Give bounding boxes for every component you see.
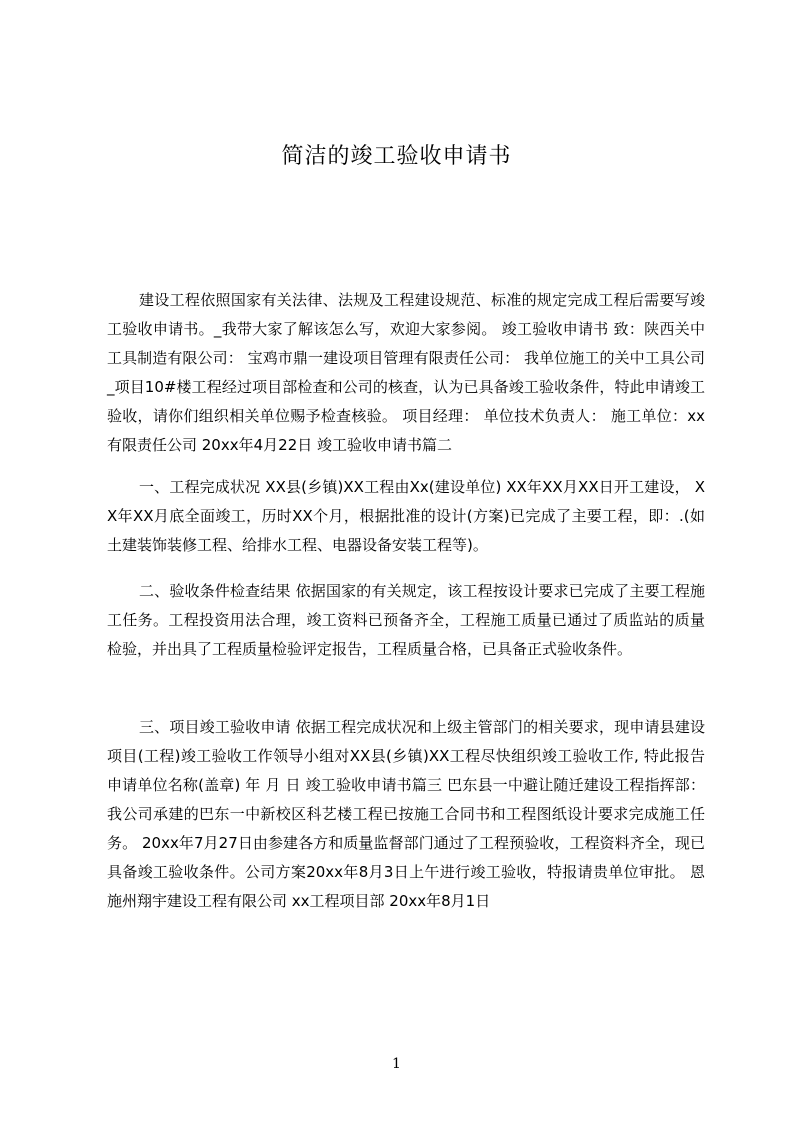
body-paragraph: 一、工程完成状况 XX县(乡镇)XX工程由Xx(建设单位) XX年XX月XX日开工建设， XX年XX月底全面竣工，历时XX个月，根据批准的设计(方案)已完成了主要工程，即：.(如土建装饰装修工程、给排水工程、电器设备安装工程等)。 <box>107 478 705 554</box>
document-title: 简洁的竣工验收申请书 <box>281 144 512 169</box>
page-number: 1 <box>392 1056 401 1072</box>
body-paragraph: 建设工程依照国家有关法律、法规及工程建设规范、标准的规定完成工程后需要写竣工验收申请书。_我带大家了解该怎么写，欢迎大家参阅。 竣工验收申请书 致：陕西关中工具制造有限公司： 宝鸡市鼎一建设项目管理有限责任公司： 我单位施工的关中工具公司_项目10#楼工程经过项目部检查和公司的核查，认为已具备竣工验收条件，特此申请竣工验收，请你们组织相关单位赐予检查核验。 项目经理： 单位技术负责人： 施工单位：xx有限责任公司 20xx年4月22日 竣工验收申请书篇二 <box>107 291 705 454</box>
body-paragraph: 三、项目竣工验收申请 依据工程完成状况和上级主管部门的相关要求，现申请县建设项目(工程)竣工验收工作领导小组对XX县(乡镇)XX工程尽快组织竣工验收工作, 特此报告 申请单位名称(盖章) 年 月 日 竣工验收申请书篇三 巴东县一中避让随迁建设工程指挥部： 我公司承建的巴东一中新校区科艺楼工程已按施工合同书和工程图纸设计要求完成施工任务。 20xx年7月27日由参建各方和质量监督部门通过了工程预验收，工程资料齐全，现已具备竣工验收条件。公司方案20xx年8月3日上午进行竣工验收，特报请贵单位审批。 恩施州翔宇建设工程有限公司 xx工程项目部 20xx年8月1日 <box>107 718 705 910</box>
body-paragraph: 二、验收条件检查结果 依据国家的有关规定，该工程按设计要求已完成了主要工程施工任务。工程投资用法合理，竣工资料已预备齐全，工程施工质量已通过了质监站的质量检验，并出具了工程质量检验评定报告，工程质量合格，已具备正式验收条件。 <box>107 582 705 658</box>
